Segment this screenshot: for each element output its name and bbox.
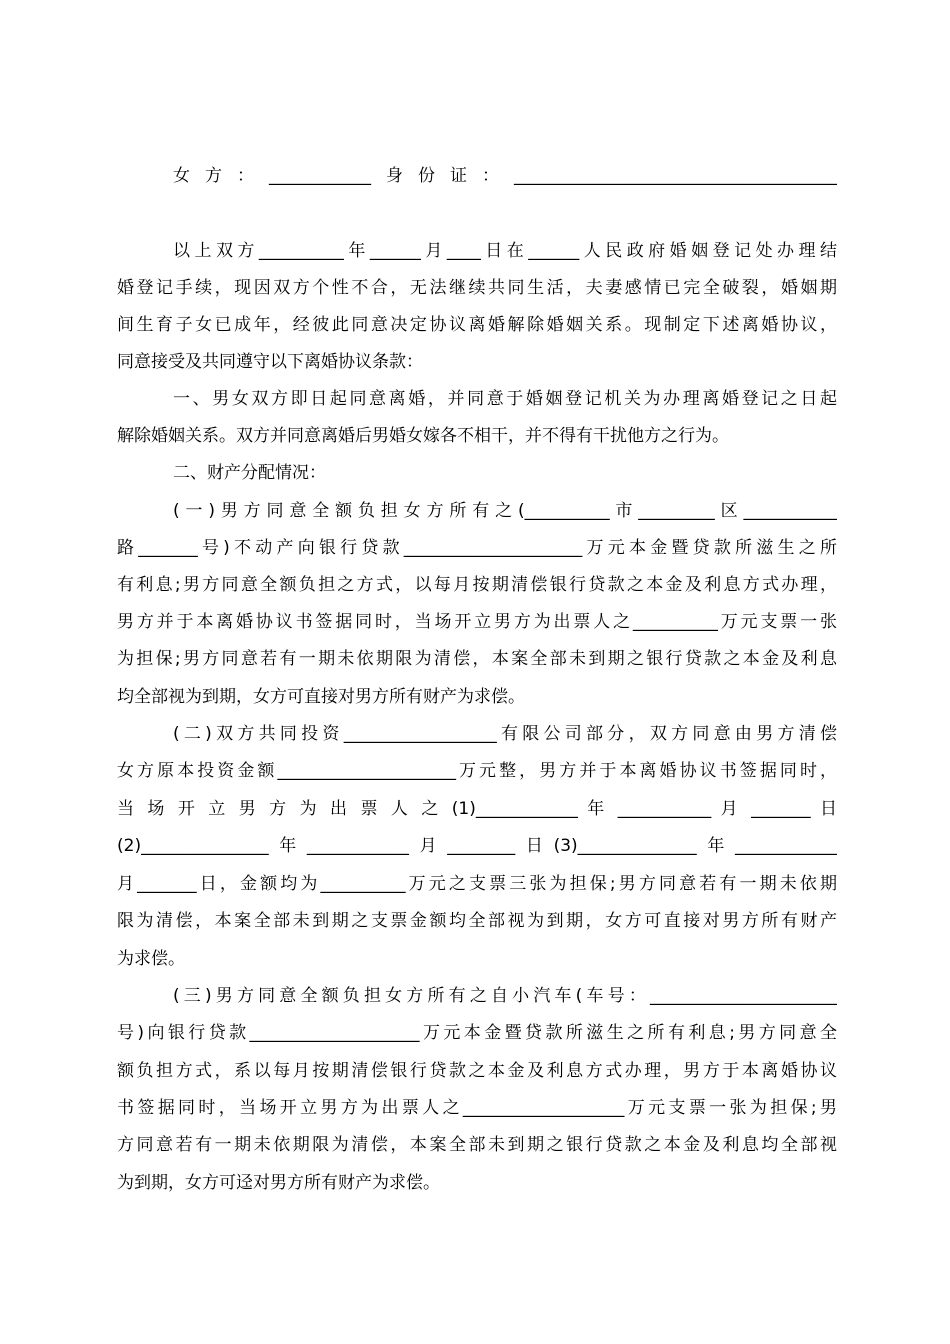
item-2-line: 当 场 开 立 男 方 为 出 票 人 之 (1)____________ 年 ___________ 月 _______ 日 bbox=[117, 799, 837, 819]
item-2-line: (2)_______________年____________月________日(3)______________年____________ bbox=[117, 836, 837, 856]
item-3-line: 为到期，女方可迳对男方所有财产为求偿。 bbox=[117, 1173, 440, 1193]
paragraph-line: 间生育子女已成年，经彼此同意决定协议离婚解除婚姻关系。现制定下述离婚协议， bbox=[117, 315, 837, 335]
item-1-line: 男方并于本离婚协议书签据同时，当场开立男方为出票人之__________万元支票一张 bbox=[117, 612, 837, 632]
item-2-line: (二)双方共同投资__________________有限公司部分，双方同意由男方清偿 bbox=[173, 724, 837, 744]
item-2-line: 限为清偿，本案全部未到期之支票金额均全部视为到期，女方可直接对男方所有财产 bbox=[117, 911, 837, 931]
section-heading: 二、财产分配情况： bbox=[173, 463, 326, 483]
paragraph-line: 以上双方__________年______月____日在______人民政府婚姻登记处办理结 bbox=[173, 241, 837, 261]
clause-1-line: 一、男女双方即日起同意离婚，并同意于婚姻登记机关为办理离婚登记之日起 bbox=[173, 389, 837, 409]
item-3-line: 方同意若有一期未依期限为清偿，本案全部未到期之银行贷款之本金及利息均全部视 bbox=[117, 1135, 837, 1155]
item-3-line: 号)向银行贷款____________________万元本金暨贷款所滋生之所有利息;男方同意全 bbox=[117, 1023, 837, 1043]
item-2-line: 为求偿。 bbox=[117, 949, 185, 969]
paragraph-line: 婚登记手续，现因双方个性不合，无法继续共同生活，夫妻感情已完全破裂，婚姻期 bbox=[117, 278, 837, 298]
item-3-line: 书签据同时，当场开立男方为出票人之___________________万元支票一张为担保;男 bbox=[117, 1098, 837, 1118]
item-2-line: 女方原本投资金额_____________________万元整，男方并于本离婚协议书签据同时， bbox=[117, 761, 837, 781]
item-2-line: 月_______日，金额均为__________万元之支票三张为担保;男方同意若有一期未依期 bbox=[117, 874, 837, 894]
item-1-line: (一)男方同意全额负担女方所有之(__________市_________区___________ bbox=[173, 501, 837, 521]
item-1-line: 均全部视为到期，女方可直接对男方所有财产为求偿。 bbox=[117, 687, 525, 707]
paragraph-line: 同意接受及共同遵守以下离婚协议条款： bbox=[117, 352, 423, 372]
item-1-line: 为担保;男方同意若有一期未依期限为清偿，本案全部未到期之银行贷款之本金及利息 bbox=[117, 649, 837, 669]
female-party-line: 女方：____________身份证：______________________________________ bbox=[173, 166, 837, 186]
item-3-line: (三)男方同意全额负担女方所有之自小汽车(车号：______________________ bbox=[173, 986, 837, 1006]
item-1-line: 有利息;男方同意全额负担之方式，以每月按期清偿银行贷款之本金及利息方式办理， bbox=[117, 575, 837, 595]
item-3-line: 额负担方式，系以每月按期清偿银行贷款之本金及利息方式办理，男方于本离婚协议 bbox=[117, 1061, 837, 1081]
clause-1-line: 解除婚姻关系。双方并同意离婚后男婚女嫁各不相干，并不得有干扰他方之行为。 bbox=[117, 426, 729, 446]
item-1-line: 路_______号)不动产向银行贷款_____________________万元本金暨贷款所滋生之所 bbox=[117, 538, 837, 558]
